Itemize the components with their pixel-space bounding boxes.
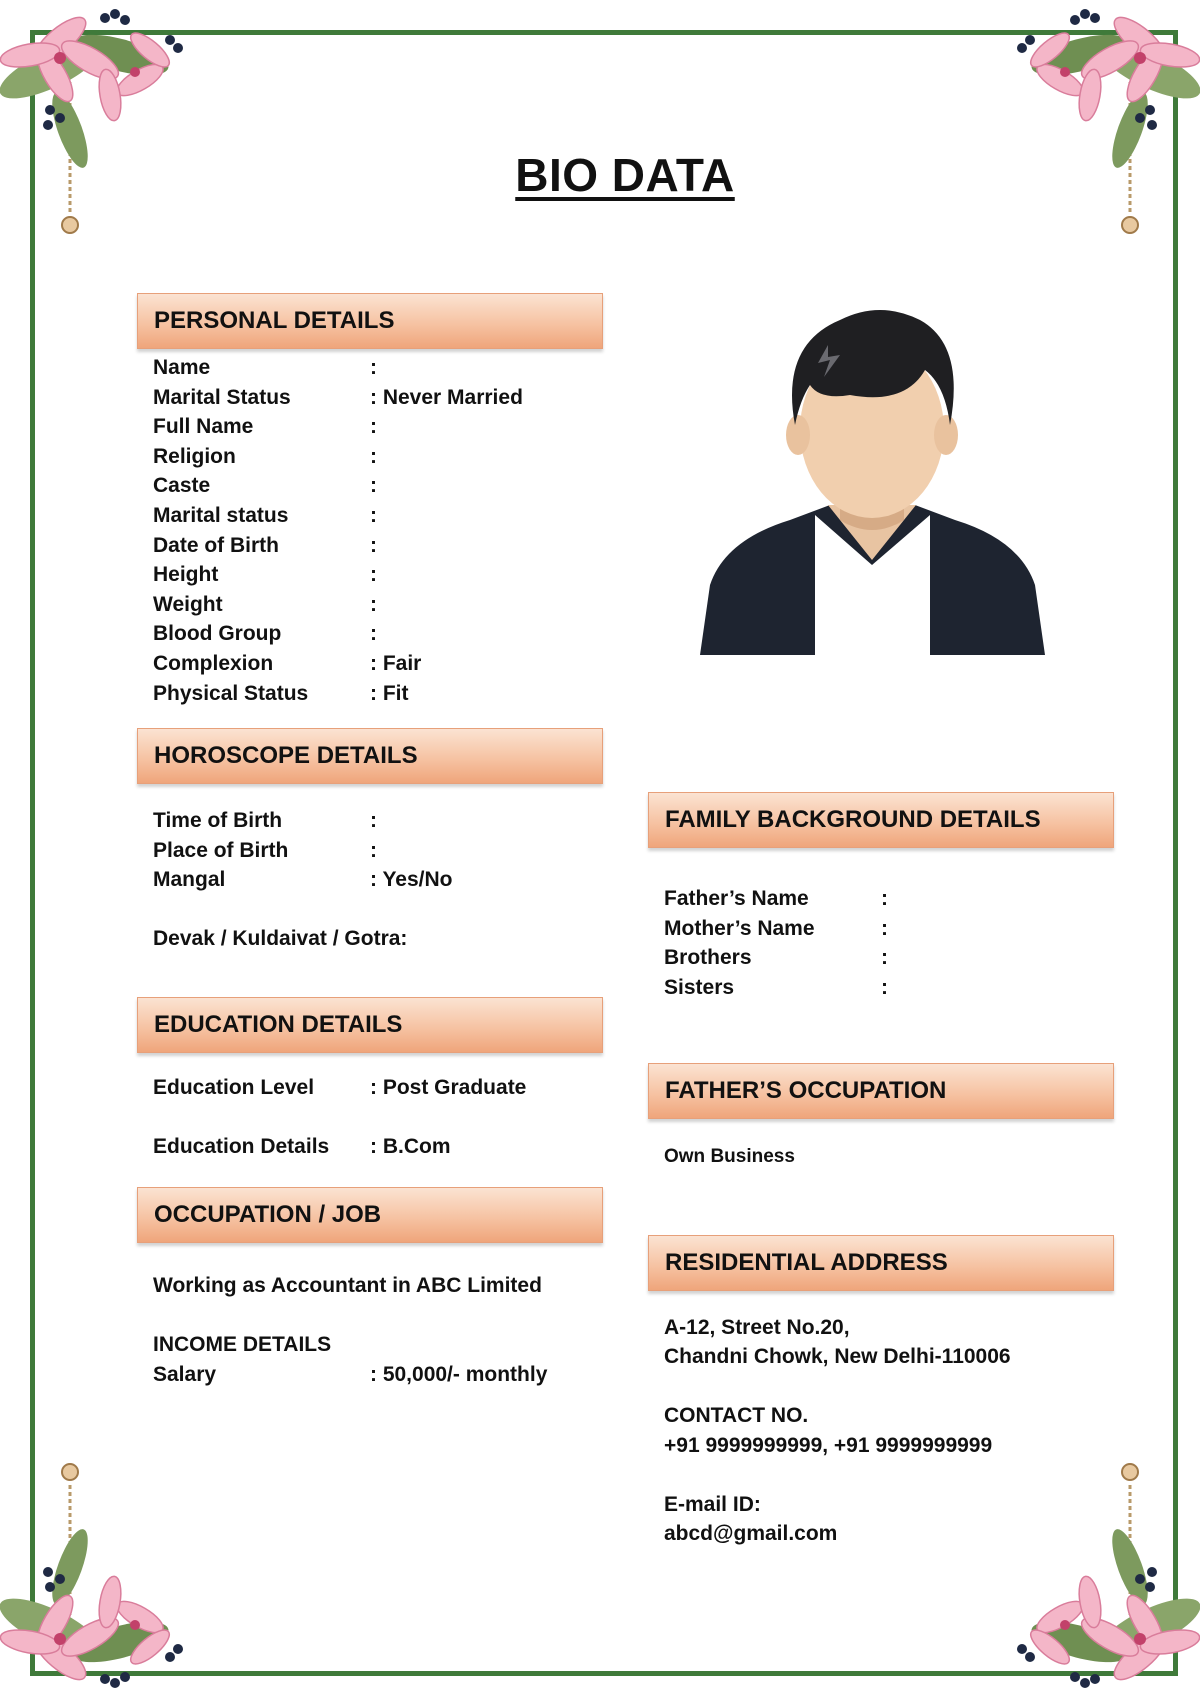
row-value: : — [370, 356, 377, 379]
row-label: Marital status — [153, 504, 289, 527]
row-value: : — [370, 444, 377, 468]
row-value: : Post Graduate — [370, 1076, 527, 1099]
residential-address-heading: RESIDENTIAL ADDRESS — [648, 1235, 1114, 1291]
horoscope-details-heading: HOROSCOPE DETAILS — [137, 728, 603, 784]
occupation-heading: OCCUPATION / JOB — [137, 1187, 603, 1243]
row-value: : Fair — [370, 652, 422, 675]
row-value: : Never Married — [370, 385, 523, 409]
row-label: Mother’s Name — [664, 916, 815, 940]
row-label: Height — [153, 563, 219, 587]
income-details-heading: INCOME DETAILS — [153, 1333, 332, 1356]
email-value: abcd@gmail.com — [664, 1522, 838, 1545]
row-label: Time of Birth — [153, 809, 283, 832]
row-label: Place of Birth — [153, 838, 289, 862]
row-label: Sisters — [664, 975, 735, 999]
row-label: Date of Birth — [153, 533, 279, 557]
row-value: : Fit — [370, 681, 409, 705]
row-value: : — [370, 838, 377, 862]
row-value: : — [370, 809, 377, 832]
education-details-heading: EDUCATION DETAILS — [137, 997, 603, 1053]
fathers-occupation-heading: FATHER’S OCCUPATION — [648, 1063, 1114, 1119]
floral-corner-icon — [0, 0, 210, 240]
row-label: Father’s Name — [664, 887, 809, 910]
row-label: Education Level — [153, 1076, 315, 1099]
row-value: : — [370, 563, 377, 587]
row-label: Weight — [153, 592, 223, 616]
row-label: Full Name — [153, 415, 254, 439]
floral-corner-icon — [990, 0, 1200, 240]
row-label: Complexion — [153, 652, 274, 675]
email-label: E-mail ID: — [664, 1493, 761, 1516]
row-value: : B.Com — [370, 1135, 451, 1158]
contact-value: +91 9999999999, +91 9999999999 — [664, 1434, 993, 1457]
row-value: : — [370, 415, 377, 439]
address-line-1: A-12, Street No.20, — [664, 1316, 850, 1339]
row-label: Blood Group — [153, 622, 282, 646]
row-value: : — [370, 592, 377, 616]
profile-avatar-icon — [700, 305, 1045, 655]
row-label: Physical Status — [153, 681, 309, 705]
row-value: : — [370, 622, 377, 646]
family-background-heading: FAMILY BACKGROUND DETAILS — [648, 792, 1114, 848]
personal-details-heading: PERSONAL DETAILS — [137, 293, 603, 349]
row-value: : — [881, 975, 888, 999]
floral-corner-icon — [0, 1457, 210, 1697]
contact-label: CONTACT NO. — [664, 1404, 809, 1427]
row-value: : — [881, 946, 888, 970]
fathers-occupation-text: Own Business — [664, 1146, 795, 1167]
page-title: BIO DATA — [515, 149, 735, 201]
row-value: : — [370, 533, 377, 557]
address-line-2: Chandni Chowk, New Delhi-110006 — [664, 1345, 1011, 1368]
occupation-text: Working as Accountant in ABC Limited — [153, 1274, 542, 1297]
row-label: Name — [153, 356, 211, 379]
row-value: : — [370, 474, 377, 498]
row-value: : 50,000/- monthly — [370, 1363, 548, 1386]
floral-corner-icon — [990, 1457, 1200, 1697]
row-value: : — [881, 916, 888, 940]
row-label: Brothers — [664, 946, 752, 970]
gotra-label: Devak / Kuldaivat / Gotra: — [153, 927, 408, 950]
row-label: Religion — [153, 444, 236, 468]
row-label: Education Details — [153, 1135, 330, 1158]
row-value: : — [370, 504, 377, 527]
row-value: : — [881, 887, 888, 910]
row-label: Mangal — [153, 868, 226, 892]
row-label: Marital Status — [153, 385, 291, 409]
row-label: Caste — [153, 474, 211, 498]
row-label: Salary — [153, 1363, 217, 1386]
row-value: : Yes/No — [370, 868, 453, 892]
